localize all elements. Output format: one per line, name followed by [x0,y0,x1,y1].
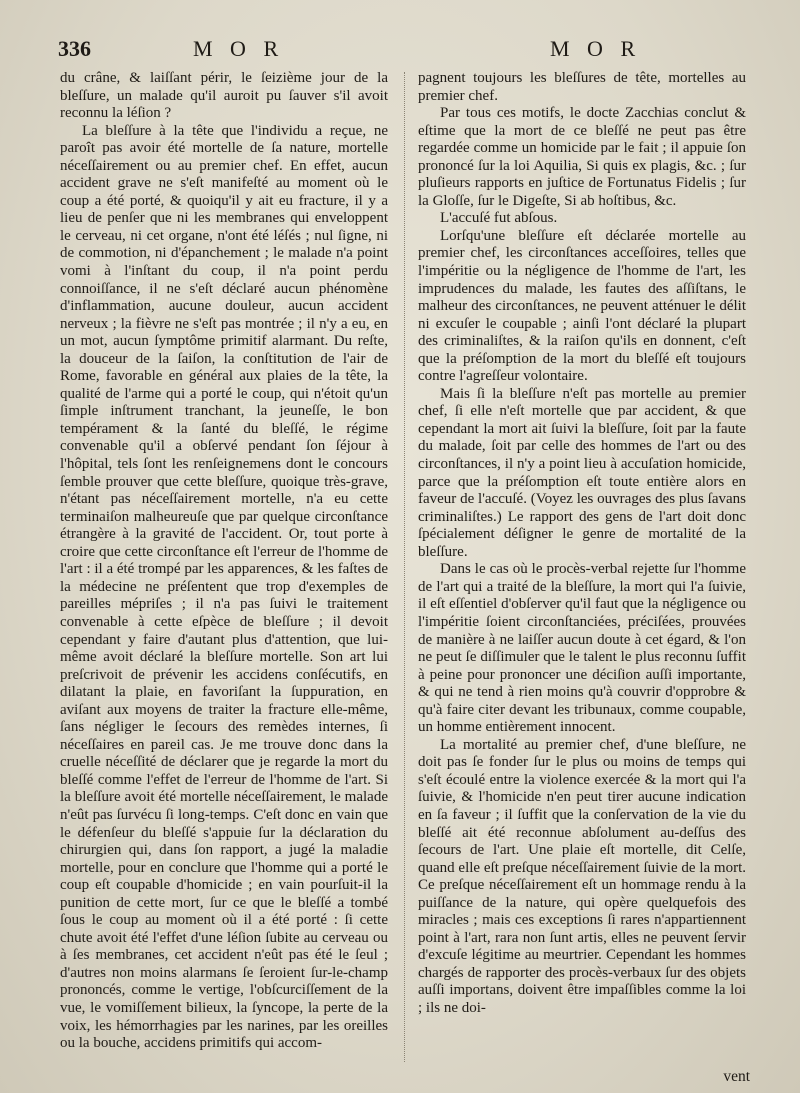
paragraph: Lorſqu'une bleſſure eſt déclarée mortelle au premier chef, les circonſtances acceſſoires, telles que l'impéritie ou la négligence de l'homme de l'art, les imprudences du malade, les fautes des aſſiſtans, le malheur des circonſtances, ne peuvent atténuer le délit ni excuſer le coupable ; ainſi l'ont déclaré la plupart des criminaliſtes, & la raiſon qu'ils en donnent, c'eſt que la préſomption de la mort du bleſſé eſt toujours contre l'agreſſeur volontaire. [418,227,746,385]
page-header [58,36,760,66]
column-divider [404,72,405,1062]
page-number: 336 [58,36,91,61]
paragraph: Dans le cas où le procès-verbal rejette ſur l'homme de l'art qui a traité de la bleſſure, la mort qui l'a ſuivie, il eſt eſſentiel d'obſerver qu'il faut que la négligence ou l'impéritie ſoient circonſtanciées, préciſées, prouvées de manière à ne laiſſer aucun doute à cet égard, & l'on ne peut ſe diſſimuler que le talent le plus reconnu ſuffit à peine pour prononcer une déciſion auſſi importante, & qui ne tend à rien moins qu'à couvrir d'opprobre & qu'à faire citer devant les tribunaux, comme coupable, un homme entièrement innocent. [418,561,746,736]
paragraph: Mais ſi la bleſſure n'eſt pas mortelle au premier chef, ſi elle n'eſt mortelle que par accident, & que cependant la mort ait ſuivi la bleſſure, ſoit par la faute du malade, ſoit par celle des hommes de l'art ou des circonſtances, il n'y a point lieu à accuſation homicide, parce que la préſomption eſt toute entière alors en faveur de l'accuſé. (Voyez les ouvrages des plus ſavans criminaliſtes.) Le rapport des gens de l'art doit donc ſpécialement déſigner le genre de mortalité de la bleſſure. [418,385,746,560]
running-head-left: M O R [193,36,285,61]
right-column [418,70,746,1018]
paragraph: La mortalité au premier chef, d'une bleſſure, ne doit pas ſe fonder ſur le plus ou moins de temps qui s'eſt écoulé entre la violence exercée & la mort qui l'a ſuivie, & l'homicide n'en peut tirer aucune indication en ſa faveur ; il ſuffit que la conſervation de la vie du bleſſé ait été reconnue abſolument au-deſſus des ſecours de l'art. Une plaie eſt mortelle, dit Celſe, quand elle eſt preſque néceſſairement ſuivie de la mort. Ce preſque néceſſairement eſt un hommage rendu à la puiſſance de la nature, qui opère quelquefois des miracles ; mais ces exceptions ſi rares n'appartiennent point à l'art, rara non ſunt artis, elles ne peuvent ſervir d'excuſe légitime au meurtrier. Cependant les hommes chargés de rapporter des procès-verbaux ſur des objets auſſi importans, doivent être impaſſibles comme la loi ; ils ne doi- [418,736,746,1016]
paragraph: Par tous ces motifs, le docte Zacchias conclut & eſtime que la mort de ce bleſſé ne peut pas être regardée comme un homicide par le fait ; il appuie ſon prononcé ſur la loi Aquilia, Si quis ex plagis, &c. ; ſur pluſieurs rapports en juſtice de Fortunatus Fidelis ; ſur la Gloſſe, ſur le Digeſte, Si ab hoſtibus, &c. [418,105,746,209]
left-column [60,70,388,1053]
paragraph: L'accuſé fut abſous. [440,210,558,227]
running-head-right: M O R [550,36,642,61]
paragraph: La bleſſure à la tête que l'individu a reçue, ne paroît pas avoir été mortelle de ſa nature, mortelle néceſſairement ou au premier chef. En effet, aucun accident grave ne s'eſt manifeſté au moment où le coup a été porté, & quoiqu'il y ait eu fracture, il y a lieu de penſer que ni les membranes qui enveloppent le cerveau, ni cet organe, n'ont été léſés ; nul ſigne, ni de commotion, ni d'épanchement ; le malade n'a point vomi à l'inſtant du coup, il n'a point perdu connoiſſance, il ne s'eſt déclaré aucun phénomène d'inflammation, aucune douleur, aucun accident nerveux ; la fièvre ne s'eſt pas montrée ; il n'y a eu, en un mot, aucun ſymptôme primitif alarmant. Du reſte, la douceur de la ſaiſon, la conſtitution de l'air de Rome, favorable en général aux plaies de la tête, la qualité de l'arme qui a porté le coup, qui n'étoit qu'un ſimple inſtrument tranchant, la jeuneſſe, le bon tempérament & la ſanté du bleſſé, le régime convenable qu'il a obſervé pendant ſon ſéjour à l'hôpital, tels ſont les renſeignemens dont le concours ſemble prouver que cette bleſſure, quoique très-grave, n'étant pas néceſſairement mortelle, n'a eu cette terminaiſon malheureuſe que par quelque circonſtance étrangère à la gravité de l'accident. Or, tout porte à croire que cette circonſtance eſt l'erreur de l'homme de l'art : il a été trompé par les apparences, & les faſtes de la médecine ne préſentent que trop d'exemples de pareilles mépriſes ; il n'a pas ſuivi le traitement convenable à cette eſpèce de bleſſure ; il devoit cependant y faire d'autant plus d'attention, que lui-même avoit déclaré la bleſſure mortelle. Son art lui preſcrivoit de prévenir les accidens conſécutifs, en dilatant la plaie, en favoriſant la ſuppuration, en aviſant aux moyens de traiter la fracture elle-même, ſans négliger le ſecours des remèdes internes, ſi néceſſaires en pareil cas. Je me trouve donc dans la cruelle néceſſité de déclarer que je regarde la mort du bleſſé comme l'effet de l'erreur de l'homme de l'art. Si la bleſſure avoit été mortelle néceſſairement, le malade n'eût pas ſurvécu ſi long-temps. C'eſt donc en vain que le défenſeur du bleſſé s'appuie ſur la déclaration du chirurgien qui, dans ſon rapport, a jugé la maladie mortelle, pour en conclure que l'homme qui a porté le coup eſt coupable d'homicide ; en vain pourſuit-il la punition de cette mort, ſur ce que le bleſſé a tombé ſous le coup au moment où il a été porté : ſi cette chute avoit été l'effet d'une léſion ſubite au cerveau ou à ſes membranes, cet accident n'eût pas été le ſeul ; d'autres non moins alarmans ſe ſeroient ſur-le-champ prononcés, comme le vertige, l'obſcurciſſement de la vue, le vomiſſement bilieux, la ſyncope, la perte de la voix, les hémorrhagies par les narines, par les oreilles ou la bouche, accidens primitifs qui accom- [60,122,388,1052]
paragraph: du crâne, & laiſſant périr, le ſeizième jour de la bleſſure, un malade qu'il auroit pu ſauver s'il avoit reconnu la léſion ? [60,70,388,122]
paragraph: pagnent toujours les bleſſures de tête, mortelles au premier chef. [418,70,746,104]
catchword: vent [723,1068,750,1085]
